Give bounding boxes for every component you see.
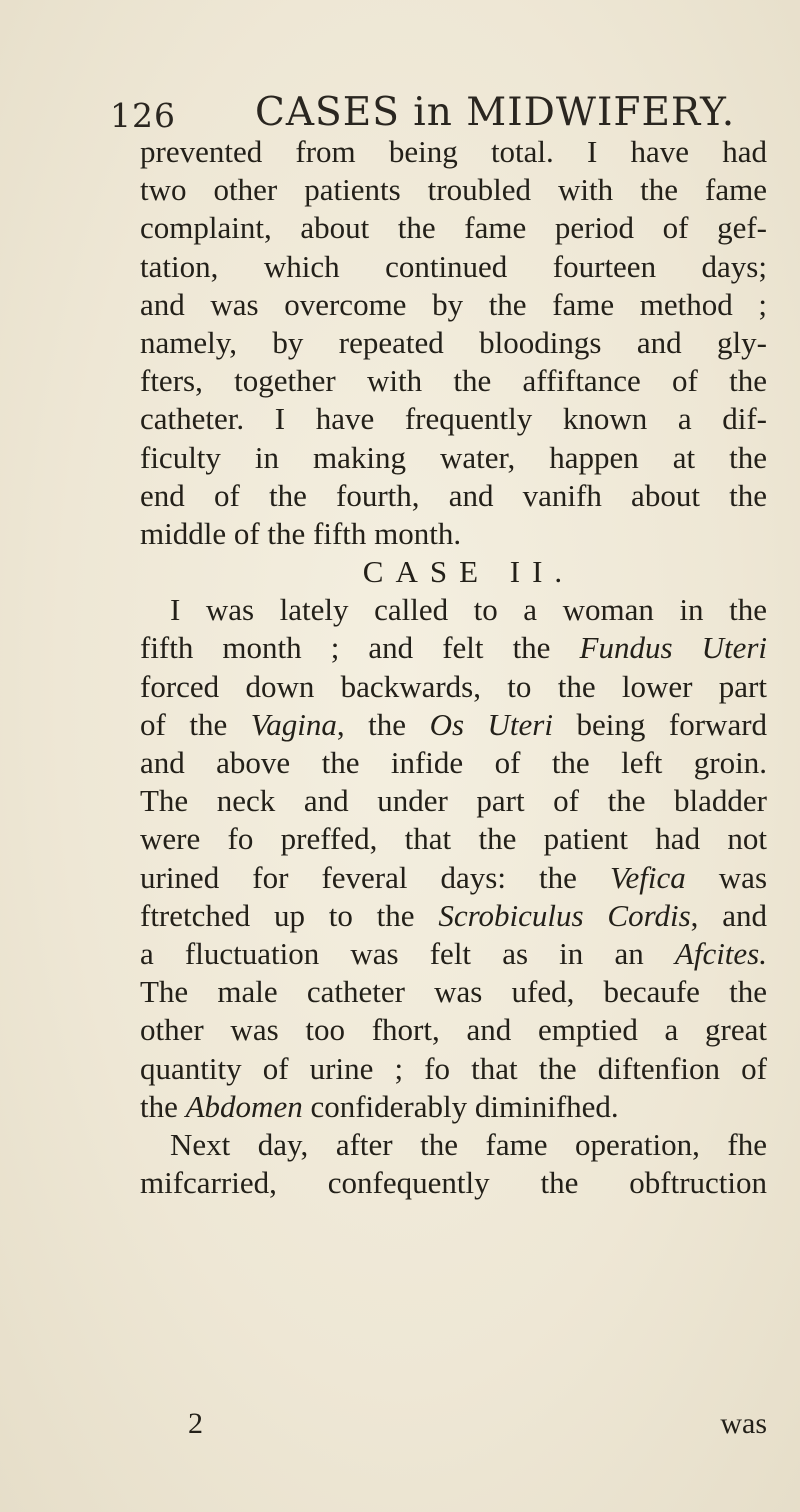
text-line: and above the infide of the left groin. — [140, 745, 767, 780]
latin-term: Vagina — [250, 706, 337, 742]
text-line: were fo preffed, that the patient had not — [140, 821, 767, 857]
latin-term: Scrobiculus Cordis — [438, 897, 691, 933]
text-line — [140, 706, 767, 744]
latin-term: Afcites. — [674, 935, 767, 971]
text-fragment: urined for feveral days: the — [140, 859, 577, 895]
text-line: mifcarried, confequently the obftruction — [140, 1165, 767, 1201]
body-text — [140, 133, 767, 1202]
text-line: and was overcome by the fame method ; — [140, 286, 767, 322]
text-fragment: a fluctuation was felt as in an — [140, 935, 644, 971]
text-line: Next day, after the fame operation, fhe — [170, 1126, 767, 1162]
page-header — [110, 88, 770, 138]
catchword: was — [720, 1407, 767, 1440]
text-fragment: was — [718, 859, 768, 895]
text-line: ficulty in making water, happen at the — [140, 439, 767, 475]
text-line — [140, 935, 767, 973]
text-fragment: fifth month ; and felt the — [140, 630, 551, 666]
text-line: The neck and under part of the bladder — [140, 783, 767, 819]
latin-term: Fundus Uteri — [579, 630, 768, 666]
text-line: tation, which continued fourteen days; — [140, 248, 767, 284]
page-number: 126 — [110, 96, 176, 135]
text-fragment: the — [140, 1088, 178, 1124]
text-line: catheter. I have frequently known a dif- — [140, 401, 767, 437]
latin-term: Vefica — [609, 859, 686, 895]
text-fragment: confiderably diminifhed. — [310, 1088, 619, 1124]
text-line: complaint, about the fame period of gef- — [140, 210, 767, 246]
text-fragment: ftretched up to the — [140, 897, 415, 933]
text-line — [140, 859, 767, 897]
text-fragment: being forward — [576, 706, 768, 742]
text-line — [140, 1088, 767, 1126]
text-line: quantity of urine ; fo that the diftenfion of — [140, 1050, 767, 1086]
text-line: other was too fhort, and emptied a great — [140, 1012, 767, 1048]
text-fragment: , and — [690, 897, 767, 933]
text-line: middle of the fifth month. — [140, 515, 462, 551]
case-heading: CASE II. — [362, 554, 575, 590]
text-line: end of the fourth, and vanifh about the — [140, 477, 767, 513]
latin-term: Abdomen — [185, 1088, 303, 1124]
text-line: forced down backwards, to the lower part — [140, 668, 767, 704]
running-title: CASES in MIDWIFERY. — [255, 90, 736, 135]
text-line: The male catheter was ufed, becaufe the — [140, 974, 767, 1010]
latin-term: Os Uteri — [429, 706, 553, 742]
text-line: two other patients troubled with the fame — [140, 172, 767, 208]
text-line: namely, by repeated bloodings and gly- — [140, 324, 767, 360]
text-line: prevented from being total. I have had — [140, 134, 767, 169]
text-fragment: of the — [140, 706, 228, 742]
text-fragment: , the — [336, 706, 407, 742]
signature-mark: 2 — [188, 1407, 203, 1440]
text-line: I was lately called to a woman in the — [170, 592, 767, 628]
text-line: fters, together with the affiftance of the — [140, 363, 767, 399]
text-line — [140, 897, 767, 935]
text-line — [140, 629, 767, 667]
